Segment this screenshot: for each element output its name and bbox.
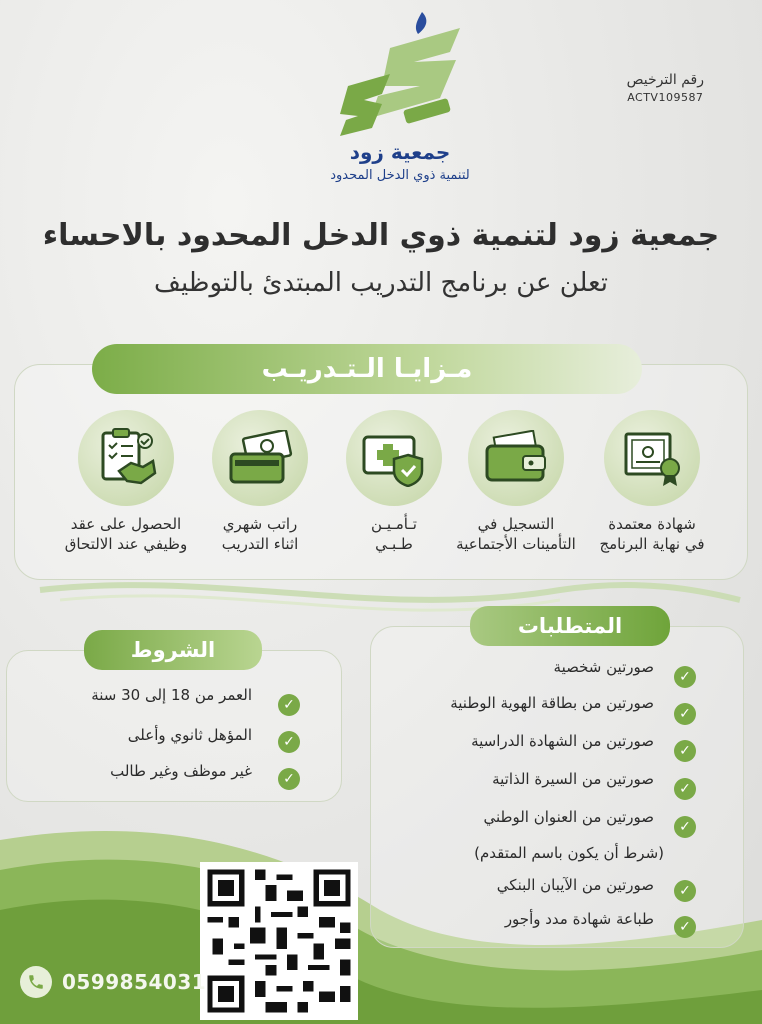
check-icon: ✓ bbox=[674, 703, 696, 725]
qr-code[interactable] bbox=[200, 862, 358, 1020]
headline: جمعية زود لتنمية ذوي الدخل المحدود بالاحساء bbox=[42, 218, 720, 253]
check-icon: ✓ bbox=[674, 666, 696, 688]
requirement-note: (شرط أن يكون باسم المتقدم) bbox=[474, 844, 664, 862]
requirement-item: صورتين شخصية bbox=[553, 658, 654, 676]
benefit-label: اثناء التدريب bbox=[221, 535, 299, 553]
requirement-item: طباعة شهادة مدد وأجور bbox=[504, 910, 654, 928]
check-icon: ✓ bbox=[278, 731, 300, 753]
wallet-icon bbox=[468, 410, 564, 506]
benefit-label: الحصول على عقد bbox=[70, 515, 182, 533]
check-icon: ✓ bbox=[674, 778, 696, 800]
zood-logo bbox=[330, 8, 480, 138]
benefit-label: التأمينات الأجتماعية bbox=[456, 535, 576, 553]
benefit-label: وظيفي عند الالتحاق bbox=[64, 535, 188, 553]
check-icon: ✓ bbox=[674, 916, 696, 938]
requirement-item: صورتين من السيرة الذاتية bbox=[492, 770, 654, 788]
medical-insurance-icon bbox=[346, 410, 442, 506]
phone-number: 0599854031 bbox=[62, 970, 207, 994]
check-icon: ✓ bbox=[674, 816, 696, 838]
benefit-label: شهادة معتمدة bbox=[608, 515, 696, 533]
license-number: ACTV109587 bbox=[627, 91, 704, 104]
conditions-title: الشروط bbox=[84, 630, 262, 670]
benefits-title: مـزايـا الـتـدريـب bbox=[92, 344, 642, 394]
benefit-social-insurance bbox=[446, 410, 586, 554]
condition-item: المؤهل ثانوي وأعلى bbox=[127, 726, 252, 744]
benefit-label: تـأمـيـن bbox=[371, 515, 417, 533]
condition-item: العمر من 18 إلى 30 سنة bbox=[91, 686, 252, 704]
contact-phone[interactable] bbox=[20, 966, 206, 998]
benefit-label: طـبـي bbox=[375, 535, 413, 553]
requirement-item: صورتين من الشهادة الدراسية bbox=[471, 732, 654, 750]
benefit-medical-insurance bbox=[324, 410, 464, 554]
benefit-certificate bbox=[582, 410, 722, 554]
benefit-label: التسجيل في bbox=[477, 515, 555, 533]
contract-handshake-icon bbox=[78, 410, 174, 506]
subheadline: تعلن عن برنامج التدريب المبتدئ بالتوظيف bbox=[154, 268, 608, 298]
benefit-label: في نهاية البرنامج bbox=[599, 535, 705, 553]
requirement-item: صورتين من الآيبان البنكي bbox=[496, 876, 654, 894]
requirements-title: المتطلبات bbox=[470, 606, 670, 646]
certificate-icon bbox=[604, 410, 700, 506]
salary-icon bbox=[212, 410, 308, 506]
benefit-salary bbox=[190, 410, 330, 554]
license-block bbox=[627, 72, 704, 104]
check-icon: ✓ bbox=[278, 768, 300, 790]
requirement-item: صورتين من بطاقة الهوية الوطنية bbox=[450, 694, 654, 712]
check-icon: ✓ bbox=[674, 740, 696, 762]
license-label: رقم الترخيص bbox=[626, 72, 704, 88]
benefit-label: راتب شهري bbox=[222, 515, 298, 533]
requirement-item: صورتين من العنوان الوطني bbox=[483, 808, 654, 826]
benefit-job-contract bbox=[56, 410, 196, 554]
check-icon: ✓ bbox=[674, 880, 696, 902]
check-icon: ✓ bbox=[278, 694, 300, 716]
condition-item: غير موظف وغير طالب bbox=[110, 762, 252, 780]
phone-icon bbox=[20, 966, 52, 998]
org-name: جمعية زود bbox=[349, 140, 451, 164]
org-tagline: لتنمية ذوي الدخل المحدود bbox=[330, 168, 470, 183]
